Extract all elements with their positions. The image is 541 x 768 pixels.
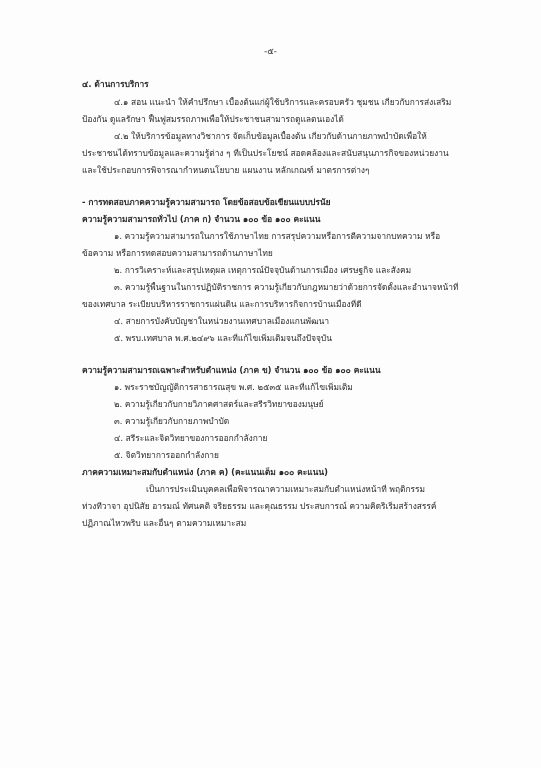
- paragraph-line: ๔.๑ สอน แนะนำ ให้คำปรึกษา เบื้องต้นแก่ผู้ใช้บริการและครอบครัว ชุมชน เกี่ยวกับการส่งเสริม: [114, 97, 452, 107]
- list-item: ๔. สายการบังคับบัญชาในหน่วยงานเทศบาลเมืองแกนพัฒนา: [114, 316, 330, 326]
- paragraph-line: ป้องกัน ดูแลรักษา ฟื้นฟูสมรรถภาพเพื่อให้ประชาชนสามารถดูแลตนเองได้: [82, 114, 344, 124]
- specific-knowledge-heading: ความรู้ความสามารถเฉพาะสำหรับตำแหน่ง (ภาค ข) จำนวน ๑๐๐ ข้อ ๑๐๐ คะแนน: [82, 365, 381, 375]
- list-item: ๕. จิตวิทยาการออกกำลังกาย: [114, 450, 219, 460]
- list-item: ของเทศบาล ระเบียบบริหารราชการแผ่นดิน และการบริหารกิจการบ้านเมืองที่ดี: [82, 299, 362, 309]
- list-item: ๔. สรีระและจิตวิทยาของการออกกำลังกาย: [114, 433, 268, 443]
- list-item: ๕. พรบ.เทศบาล พ.ศ.๒๔๙๖ และที่แก้ไขเพิ่มเติมจนถึงปัจจุบัน: [114, 333, 332, 343]
- list-item: ๒. การวิเคราะห์และสรุปเหตุผล เหตุการณ์ปัจจุบันด้านการเมือง เศรษฐกิจ และสังคม: [114, 265, 412, 275]
- paragraph-line: ปฏิภาณไหวพริบ และอื่นๆ ตามความเหมาะสม: [82, 518, 247, 528]
- section-heading-service: ๔. ด้านการบริการ: [82, 79, 149, 89]
- paragraph-line: และใช้ประกอบการพิจารณากำหนดนโยบาย แผนงาน หลักเกณฑ์ มาตรการต่างๆ: [82, 165, 370, 175]
- list-item: ๑. พระราชบัญญัติการสาธารณสุข พ.ศ. ๒๕๓๕ และที่แก้ไขเพิ่มเติม: [114, 382, 353, 392]
- paragraph-line: เป็นการประเมินบุคคลเพื่อพิจารณาความเหมาะสมกับตำแหน่งหน้าที่ พฤติกรรม: [146, 484, 426, 494]
- page-number: -๕-: [264, 47, 277, 57]
- list-item: ๑. ความรู้ความสามารถในการใช้ภาษาไทย การสรุปความหรือการตีความจากบทความ หรือ: [114, 231, 441, 241]
- paragraph-line: ประชาชนได้ทราบข้อมูลและความรู้ต่าง ๆ ที่เป็นประโยชน์ สอดคล้องและสนับสนุนภารกิจของหน่วยงาน: [82, 148, 449, 158]
- paragraph-line: ๔.๒ ให้บริการข้อมูลทางวิชาการ จัดเก็บข้อมูลเบื้องต้น เกี่ยวกับด้านกายภาพบำบัดเพื่อให้: [114, 131, 427, 141]
- list-item: ๓. ความรู้เกี่ยวกับกายภาพบำบัด: [114, 416, 230, 426]
- list-item: ๓. ความรู้พื้นฐานในการปฏิบัติราชการ ความรู้เกี่ยวกับกฎหมายว่าด้วยการจัดตั้งและอำนาจหน้าที่: [114, 282, 459, 292]
- paragraph-line: ท่วงทีวาจา อุปนิสัย อารมณ์ ทัศนคติ จริยธรรม และคุณธรรม ประสบการณ์ ความคิดริเริ่มสร้างสรรค์: [82, 501, 437, 511]
- exam-heading: - การทดสอบภาคความรู้ความสามารถ โดยข้อสอบข้อเขียนแบบปรนัย: [82, 197, 331, 207]
- list-item: ข้อความ หรือการทดสอบความสามารถด้านภาษาไทย: [82, 248, 273, 258]
- general-knowledge-heading: ความรู้ความสามารถทั่วไป (ภาค ก) จำนวน ๑๐๐ ข้อ ๑๐๐ คะแนน: [82, 214, 321, 224]
- suitability-heading: ภาคความเหมาะสมกับตำแหน่ง (ภาค ค) (คะแนนเต็ม ๑๐๐ คะแนน): [82, 467, 328, 477]
- list-item: ๒. ความรู้เกี่ยวกับกายวิภาคศาสตร์และสรีรวิทยาของมนุษย์: [114, 399, 324, 409]
